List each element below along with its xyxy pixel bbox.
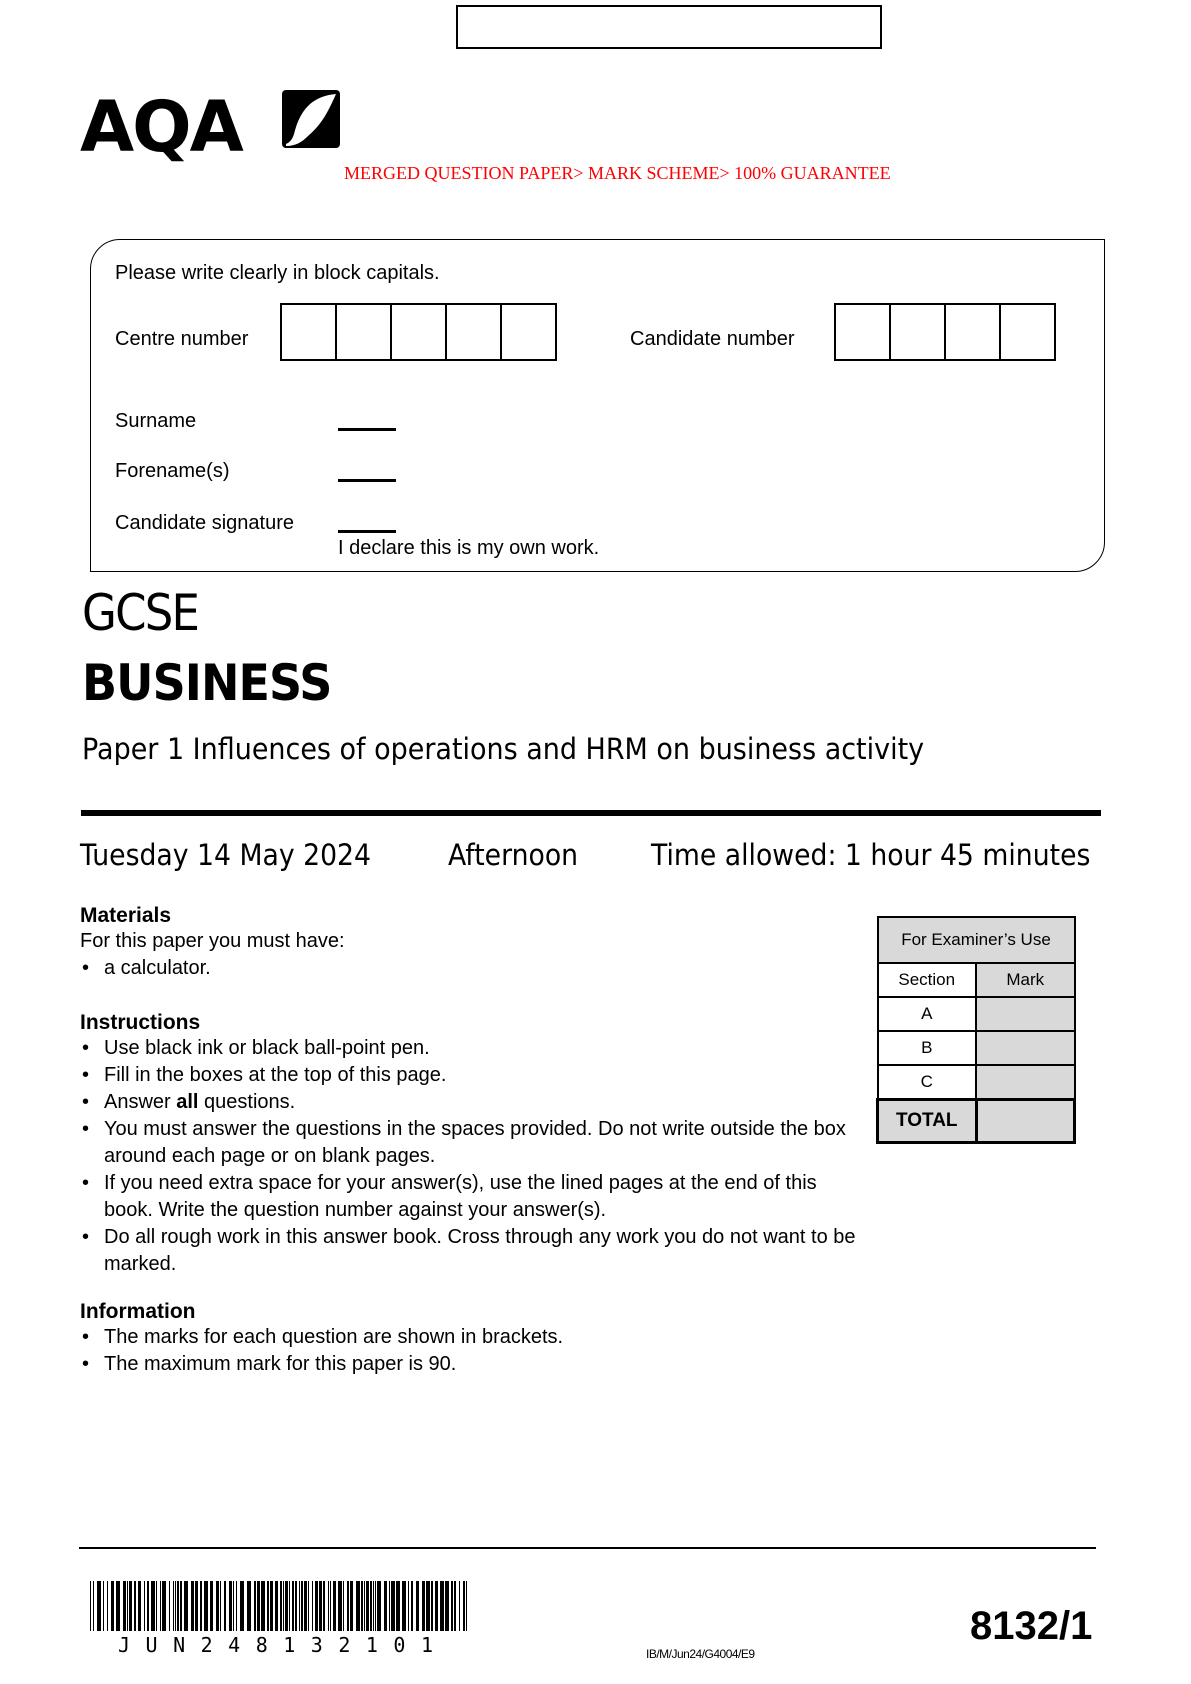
barcode-bar — [451, 1581, 453, 1631]
barcode-bar — [299, 1581, 300, 1631]
paper-code: 8132/1 — [970, 1604, 1093, 1648]
barcode-bar — [160, 1581, 161, 1631]
instruction-item: • Fill in the boxes at the top of this page. — [80, 1062, 870, 1089]
barcode-bar — [416, 1581, 419, 1631]
section-column-header: Section — [878, 963, 977, 997]
barcode-bar — [459, 1581, 460, 1631]
mark-cell — [976, 1031, 1075, 1065]
barcode-bar — [229, 1581, 232, 1631]
materials-heading: Materials — [80, 904, 172, 927]
barcode-bar — [375, 1581, 376, 1631]
signature-label: Candidate signature — [115, 512, 295, 534]
barcode-icon — [90, 1581, 470, 1631]
footer-rule — [79, 1547, 1096, 1549]
barcode-bar — [426, 1581, 430, 1631]
exam-session: Afternoon — [448, 838, 579, 872]
barcode-bar — [361, 1581, 363, 1631]
barcode-bar — [315, 1581, 318, 1631]
barcode-bar — [364, 1581, 365, 1631]
barcode-bar — [312, 1581, 313, 1631]
barcode-bar — [435, 1581, 438, 1631]
barcode-bar — [191, 1581, 194, 1631]
candidate-number-box[interactable] — [944, 303, 1001, 361]
candidate-number-box[interactable] — [999, 303, 1056, 361]
barcode-bar — [162, 1581, 166, 1631]
surname-label: Surname — [115, 410, 197, 432]
qualification-title: GCSE — [82, 584, 199, 642]
barcode-bar — [440, 1581, 444, 1631]
barcode-bar — [370, 1581, 372, 1631]
instruction-item: • Answer all questions. — [80, 1089, 870, 1116]
barcode-bar — [195, 1581, 198, 1631]
barcode-bar — [350, 1581, 353, 1631]
barcode-bar — [240, 1581, 244, 1631]
barcode-bar — [257, 1581, 260, 1631]
section-cell: C — [878, 1065, 977, 1100]
barcode-bar — [97, 1581, 101, 1631]
barcode-bar — [247, 1581, 251, 1631]
aqa-leaf-icon — [282, 90, 340, 148]
barcode-bar — [111, 1581, 114, 1631]
instruction-item: • Use black ink or black ball-point pen. — [80, 1035, 870, 1062]
subject-title: BUSINESS — [82, 654, 332, 712]
barcode-bar — [107, 1581, 108, 1631]
candidate-number-box[interactable] — [834, 303, 891, 361]
materials-item: • a calculator. — [80, 955, 860, 982]
barcode-bar — [123, 1581, 126, 1631]
candidate-number-box[interactable] — [889, 303, 946, 361]
information-item: • The maximum mark for this paper is 90. — [80, 1351, 860, 1378]
barcode-bar — [319, 1581, 322, 1631]
barcode-bar — [289, 1581, 290, 1631]
watermark-text: MERGED QUESTION PAPER> MARK SCHEME> 100% GUARANTEE — [344, 163, 891, 183]
information-heading: Information — [80, 1300, 196, 1323]
barcode-bar — [292, 1581, 294, 1631]
barcode-bar — [134, 1581, 136, 1631]
exam-date: Tuesday 14 May 2024 — [80, 838, 371, 872]
block-capitals-instruction: Please write clearly in block capitals. — [115, 262, 440, 284]
examiner-use-table — [876, 916, 1076, 1144]
centre-number-box[interactable] — [335, 303, 392, 361]
barcode-bar — [377, 1581, 381, 1631]
barcode-bar — [356, 1581, 360, 1631]
barcode-bar — [184, 1581, 188, 1631]
barcode-bar — [343, 1581, 344, 1631]
centre-number-box[interactable] — [390, 303, 447, 361]
paper-title: Paper 1 Influences of operations and HRM on business activity — [82, 732, 925, 766]
barcode-bar — [373, 1581, 374, 1631]
barcode-bar — [454, 1581, 456, 1631]
top-label-box — [456, 5, 882, 49]
barcode-bar — [90, 1581, 91, 1631]
barcode-bar — [402, 1581, 406, 1631]
divider — [81, 810, 1101, 816]
instruction-item: • Do all rough work in this answer book. Cross through any work you do not want to be marked. — [80, 1224, 870, 1278]
barcode-bar — [366, 1581, 369, 1631]
barcode-bar — [285, 1581, 288, 1631]
candidate-number-label: Candidate number — [630, 328, 795, 350]
mark-cell — [976, 997, 1075, 1031]
barcode-bar — [180, 1581, 182, 1631]
signature-field[interactable] — [338, 530, 396, 533]
centre-number-box[interactable] — [280, 303, 337, 361]
barcode-bar — [408, 1581, 409, 1631]
section-cell: A — [878, 997, 977, 1031]
barcode-text: JUN248132101 — [118, 1633, 449, 1657]
barcode-bar — [173, 1581, 174, 1631]
barcode-bar — [216, 1581, 219, 1631]
centre-number-input[interactable] — [280, 303, 557, 361]
table-row — [878, 997, 1075, 1031]
barcode-bar — [328, 1581, 329, 1631]
barcode-bar — [210, 1581, 213, 1631]
barcode-bar — [295, 1581, 297, 1631]
total-mark-cell — [976, 1100, 1075, 1143]
aqa-logo — [80, 86, 242, 168]
barcode-bar — [254, 1581, 256, 1631]
instruction-item: • You must answer the questions in the spaces provided. Do not write outside the box around each page or on blank pages. — [80, 1116, 870, 1170]
barcode-bar — [396, 1581, 400, 1631]
table-row — [878, 1100, 1075, 1143]
examiner-table-title: For Examiner’s Use — [878, 917, 1075, 963]
barcode-bar — [267, 1581, 269, 1631]
barcode-bar — [463, 1581, 465, 1631]
barcode-bar — [138, 1581, 141, 1631]
logo-text: AQA — [80, 86, 242, 168]
reference-code: IB/M/Jun24/G4004/E9 — [646, 1647, 755, 1661]
barcode-bar — [338, 1581, 342, 1631]
materials-section — [80, 904, 860, 982]
barcode-bar — [169, 1581, 170, 1631]
barcode-bar — [431, 1581, 433, 1631]
barcode-bar — [147, 1581, 149, 1631]
barcode-bar — [177, 1581, 179, 1631]
barcode-bar — [308, 1581, 309, 1631]
barcode-bar — [333, 1581, 336, 1631]
section-cell: B — [878, 1031, 977, 1065]
barcode-bar — [129, 1581, 132, 1631]
total-label: TOTAL — [878, 1100, 977, 1143]
barcode-bar — [280, 1581, 282, 1631]
barcode-bar — [175, 1581, 176, 1631]
surname-field[interactable] — [338, 428, 396, 431]
barcode-bar — [330, 1581, 331, 1631]
barcode-bar — [93, 1581, 94, 1631]
barcode-bar — [220, 1581, 221, 1631]
centre-number-box[interactable] — [500, 303, 557, 361]
barcode-bar — [233, 1581, 234, 1631]
instructions-section — [80, 1011, 870, 1278]
barcode-bar — [200, 1581, 202, 1631]
mark-column-header: Mark — [976, 963, 1075, 997]
barcode-bar — [422, 1581, 425, 1631]
barcode-bar — [466, 1581, 467, 1631]
barcode-bar — [236, 1581, 237, 1631]
materials-intro: For this paper you must have: — [80, 930, 345, 952]
mark-cell — [976, 1065, 1075, 1100]
barcode-bar — [261, 1581, 265, 1631]
barcode-bar — [323, 1581, 325, 1631]
barcode-bar — [304, 1581, 307, 1631]
forenames-label: Forename(s) — [115, 460, 230, 482]
information-section — [80, 1300, 860, 1378]
barcode-bar — [411, 1581, 413, 1631]
barcode-bar — [224, 1581, 226, 1631]
instructions-heading: Instructions — [80, 1011, 201, 1034]
barcode-bar — [156, 1581, 157, 1631]
declaration-text: I declare this is my own work. — [338, 537, 600, 559]
candidate-number-input[interactable] — [834, 303, 1056, 361]
barcode-bar — [127, 1581, 128, 1631]
forenames-field[interactable] — [338, 479, 396, 482]
barcode-bar — [301, 1581, 303, 1631]
barcode-bar — [103, 1581, 104, 1631]
time-allowed: Time allowed: 1 hour 45 minutes — [651, 838, 1091, 872]
barcode-bar — [270, 1581, 273, 1631]
barcode-bar — [144, 1581, 145, 1631]
barcode-bar — [391, 1581, 395, 1631]
barcode-bar — [275, 1581, 278, 1631]
table-row — [878, 1031, 1075, 1065]
barcode-bar — [384, 1581, 387, 1631]
centre-number-label: Centre number — [115, 328, 249, 350]
barcode-bar — [389, 1581, 390, 1631]
barcode-bar — [445, 1581, 449, 1631]
barcode-bar — [283, 1581, 284, 1631]
barcode-bar — [151, 1581, 155, 1631]
barcode-bar — [204, 1581, 208, 1631]
barcode-bar — [116, 1581, 120, 1631]
instruction-item: • If you need extra space for your answer(s), use the lined pages at the end of this book. Write the question number against your answer(s). — [80, 1170, 870, 1224]
centre-number-box[interactable] — [445, 303, 502, 361]
information-item: • The marks for each question are shown in brackets. — [80, 1324, 860, 1351]
table-row — [878, 1065, 1075, 1100]
barcode-bar — [347, 1581, 349, 1631]
